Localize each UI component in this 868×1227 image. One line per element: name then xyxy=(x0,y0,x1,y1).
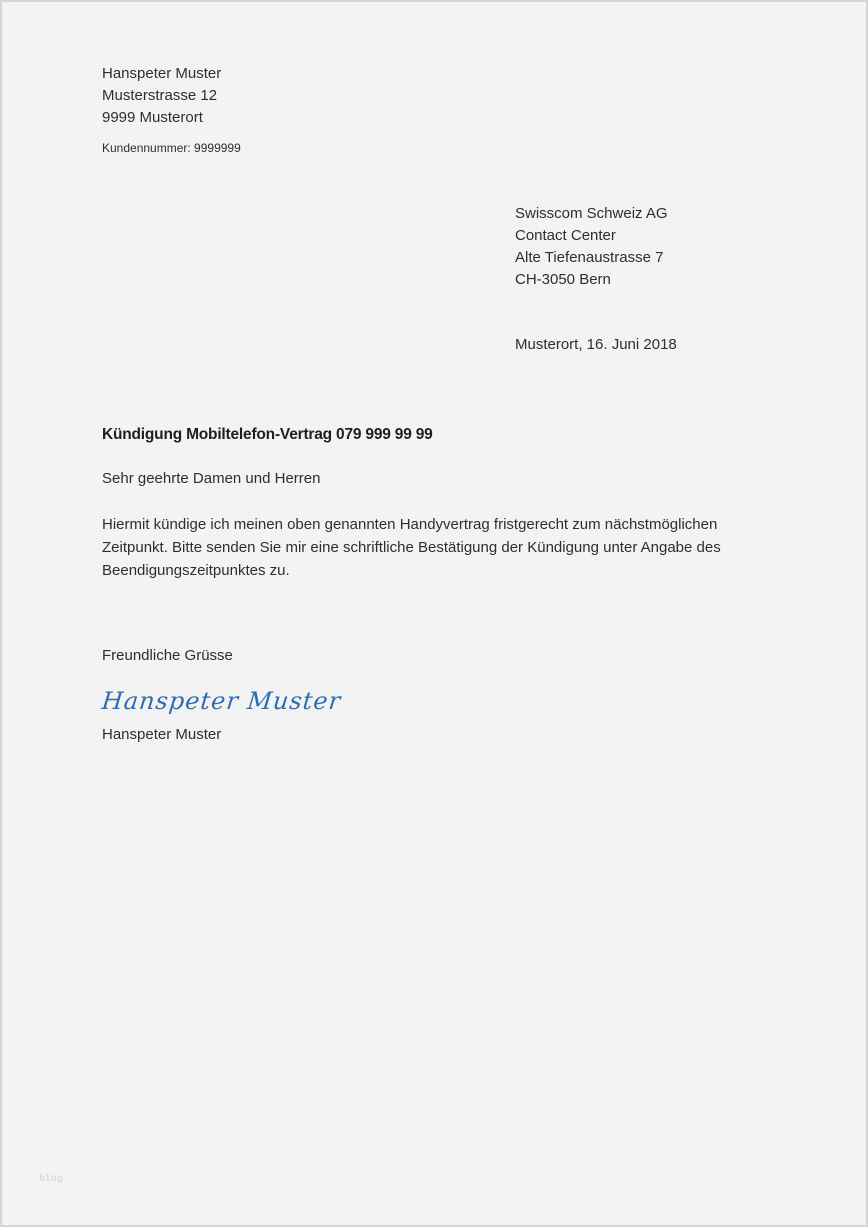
place-and-date: Musterort, 16. Juni 2018 xyxy=(515,336,677,353)
sender-address-block xyxy=(102,63,221,129)
customer-number: Kundennummer: 9999999 xyxy=(102,141,241,155)
letter-body: Hiermit kündige ich meinen oben genannten Handyvertrag fristgerecht zum nächstmöglichen Zeitpunkt. Bitte senden Sie mir eine schriftliche Bestätigung der Kündigung unter Angabe des Beendigungszeitpunktes zu. xyxy=(102,516,721,579)
subject-line: Kündigung Mobiltelefon-Vertrag 079 999 99 99 xyxy=(102,426,433,443)
salutation: Sehr geehrte Damen und Herren xyxy=(102,470,321,487)
closing-phrase: Freundliche Grüsse xyxy=(102,647,233,664)
sender-name: Hanspeter Muster xyxy=(102,65,222,82)
signed-name: Hanspeter Muster xyxy=(102,726,222,743)
sender-city: 9999 Musterort xyxy=(102,109,203,126)
recipient-company: Swisscom Schweiz AG xyxy=(515,205,668,222)
sender-street: Musterstrasse 12 xyxy=(102,87,218,104)
recipient-address-block xyxy=(515,203,668,291)
watermark-text: blog xyxy=(39,1173,64,1184)
handwritten-signature: Hanspeter Muster xyxy=(100,687,343,715)
recipient-department: Contact Center xyxy=(515,227,616,244)
recipient-city: CH-3050 Bern xyxy=(515,271,611,288)
recipient-street: Alte Tiefenaustrasse 7 xyxy=(515,249,664,266)
